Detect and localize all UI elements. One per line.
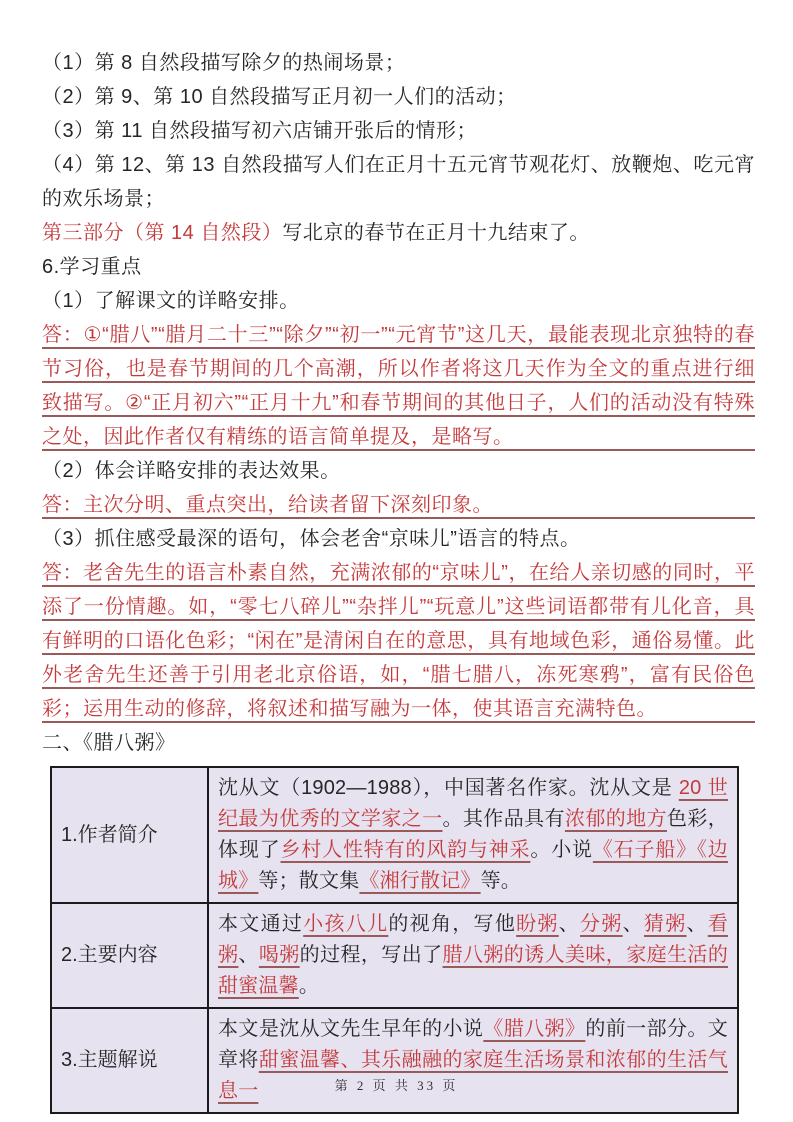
text-run: 写北京的春节在正月十九结束了。: [282, 222, 590, 244]
para-item-4: [42, 148, 755, 216]
text-run: 二、《腊八粥》: [42, 732, 176, 754]
red-text-run: 猜粥: [643, 913, 687, 935]
para-question-2: [42, 454, 755, 488]
red-text-run: 答：老舍先生的语言朴素自然，充满浓郁的“京味儿”，在给人亲切感的同时，平添了一份情趣。如，“零七八碎儿”“杂拌儿”“玩意儿”这些词语都带有儿化音，具有鲜明的口语化色彩；“闲在”是清闲自在的意思，具有地域色彩，通俗易懂。此外老舍先生还善于引用老北京俗语，如，“腊七腊八，冻死寒鸦”，富有民俗色彩；运用生动的修辞，将叙述和描写融为一体，使其语言充满特色。: [42, 562, 755, 720]
red-text-run: 分粥: [580, 913, 623, 935]
text-run: （2）第 9、第 10 自然段描写正月初一人们的活动；: [42, 86, 517, 108]
heading-labazhou: [42, 726, 755, 760]
red-text-run: 看粥: [218, 913, 729, 966]
red-text-run: 喝粥: [258, 944, 300, 966]
text-run: 的过程，写出了: [299, 944, 443, 966]
para-answer-3: [42, 556, 755, 726]
red-text-run: 小孩八儿: [303, 913, 389, 935]
text-run: 。小说: [530, 839, 593, 861]
table-row-label: 1.作者简介: [51, 767, 208, 903]
table-row-label: 3.主题解说: [51, 1008, 208, 1113]
para-answer-1: [42, 318, 755, 454]
para-answer-2: [42, 488, 755, 522]
red-text-run: 《石子船》《边城》: [218, 839, 729, 892]
table-row: [51, 903, 738, 1008]
para-question-3: [42, 522, 755, 556]
text-run: 本文是沈从文先生早年的小说: [218, 1018, 484, 1040]
text-run: （2）体会详略安排的表达效果。: [42, 460, 341, 482]
text-run: 等；散文集: [258, 870, 360, 892]
table-row-label: 2.主要内容: [51, 903, 208, 1008]
document-body: [42, 46, 755, 760]
text-run: （4）第 12、第 13 自然段描写人们在正月十五元宵节观花灯、放鞭炮、吃元宵的欢乐场景；: [42, 154, 755, 210]
text-run: 沈从文（1902—1988），中国著名作家。沈从文是: [218, 777, 679, 799]
text-run: 等。: [480, 870, 522, 892]
table-row: [51, 767, 738, 903]
text-run: （1）第 8 自然段描写除夕的热闹场景；: [42, 52, 406, 74]
red-text-run: 《腊八粥》: [483, 1018, 586, 1040]
text-run: 。: [298, 975, 320, 997]
table-row-content: [208, 767, 738, 903]
text-run: （1）了解课文的详略安排。: [42, 290, 300, 312]
red-text-run: 乡村人性特有的风韵与神采: [280, 839, 531, 861]
para-item-3: [42, 114, 755, 148]
text-run: 。其作品具有: [442, 808, 565, 830]
table-row-content: [208, 903, 738, 1008]
para-question-1: [42, 284, 755, 318]
text-run: 的前一部分。文章将: [218, 1018, 729, 1071]
para-item-2: [42, 80, 755, 114]
red-text-run: 《湘行散记》: [359, 870, 481, 892]
text-run: （3）第 11 自然段描写初六店铺开张后的情形；: [42, 120, 477, 142]
text-run: 色彩，体现了: [218, 808, 728, 861]
text-run: 、: [238, 944, 259, 966]
red-text-run: 腊八粥的诱人美味，家庭生活的甜蜜温馨: [218, 944, 729, 997]
table-row-content: [208, 1008, 738, 1113]
text-run: （3）抓住感受最深的语句，体会老舍“京味儿”语言的特点。: [42, 528, 581, 550]
labazhou-info-table-body: [51, 767, 738, 1113]
table-row: [51, 1008, 738, 1113]
text-run: 本文通过: [218, 913, 304, 935]
para-part-three: [42, 216, 755, 250]
red-text-run: 甜蜜温馨、其乐融融的家庭生活场景和浓郁的生活气息一: [218, 1049, 728, 1102]
red-text-run: 答：①“腊八”“腊月二十三”“除夕”“初一”“元宵节”这几天，最能表现北京独特的春节习俗，也是春节期间的几个高潮，所以作者将这几天作为全文的重点进行细致描写。②“正月初六”“正月十九”和春节期间的其他日子，人们的活动没有特殊之处，因此作者仅有精练的语言简单提及，是略写。: [42, 324, 755, 448]
red-text-run: 盼粥: [516, 913, 559, 935]
text-run: 、: [622, 913, 644, 935]
text-run: 、: [558, 913, 581, 935]
labazhou-info-table: [50, 766, 739, 1114]
page-footer: 第 2 页 共 33 页: [334, 1078, 459, 1093]
text-run: 6.学习重点: [42, 256, 142, 278]
para-item-1: [42, 46, 755, 80]
red-text-run: 答：主次分明、重点突出，给读者留下深刻印象。: [42, 494, 493, 516]
red-text-run: 第三部分（第 14 自然段）: [42, 222, 283, 244]
text-run: 、: [686, 913, 708, 935]
text-run: 的视角，写他: [388, 913, 517, 935]
red-text-run: 浓郁的地方: [564, 808, 667, 830]
para-study-points-heading: [42, 250, 755, 284]
red-text-run: 20 世纪最为优秀的文学家之一: [218, 777, 728, 830]
